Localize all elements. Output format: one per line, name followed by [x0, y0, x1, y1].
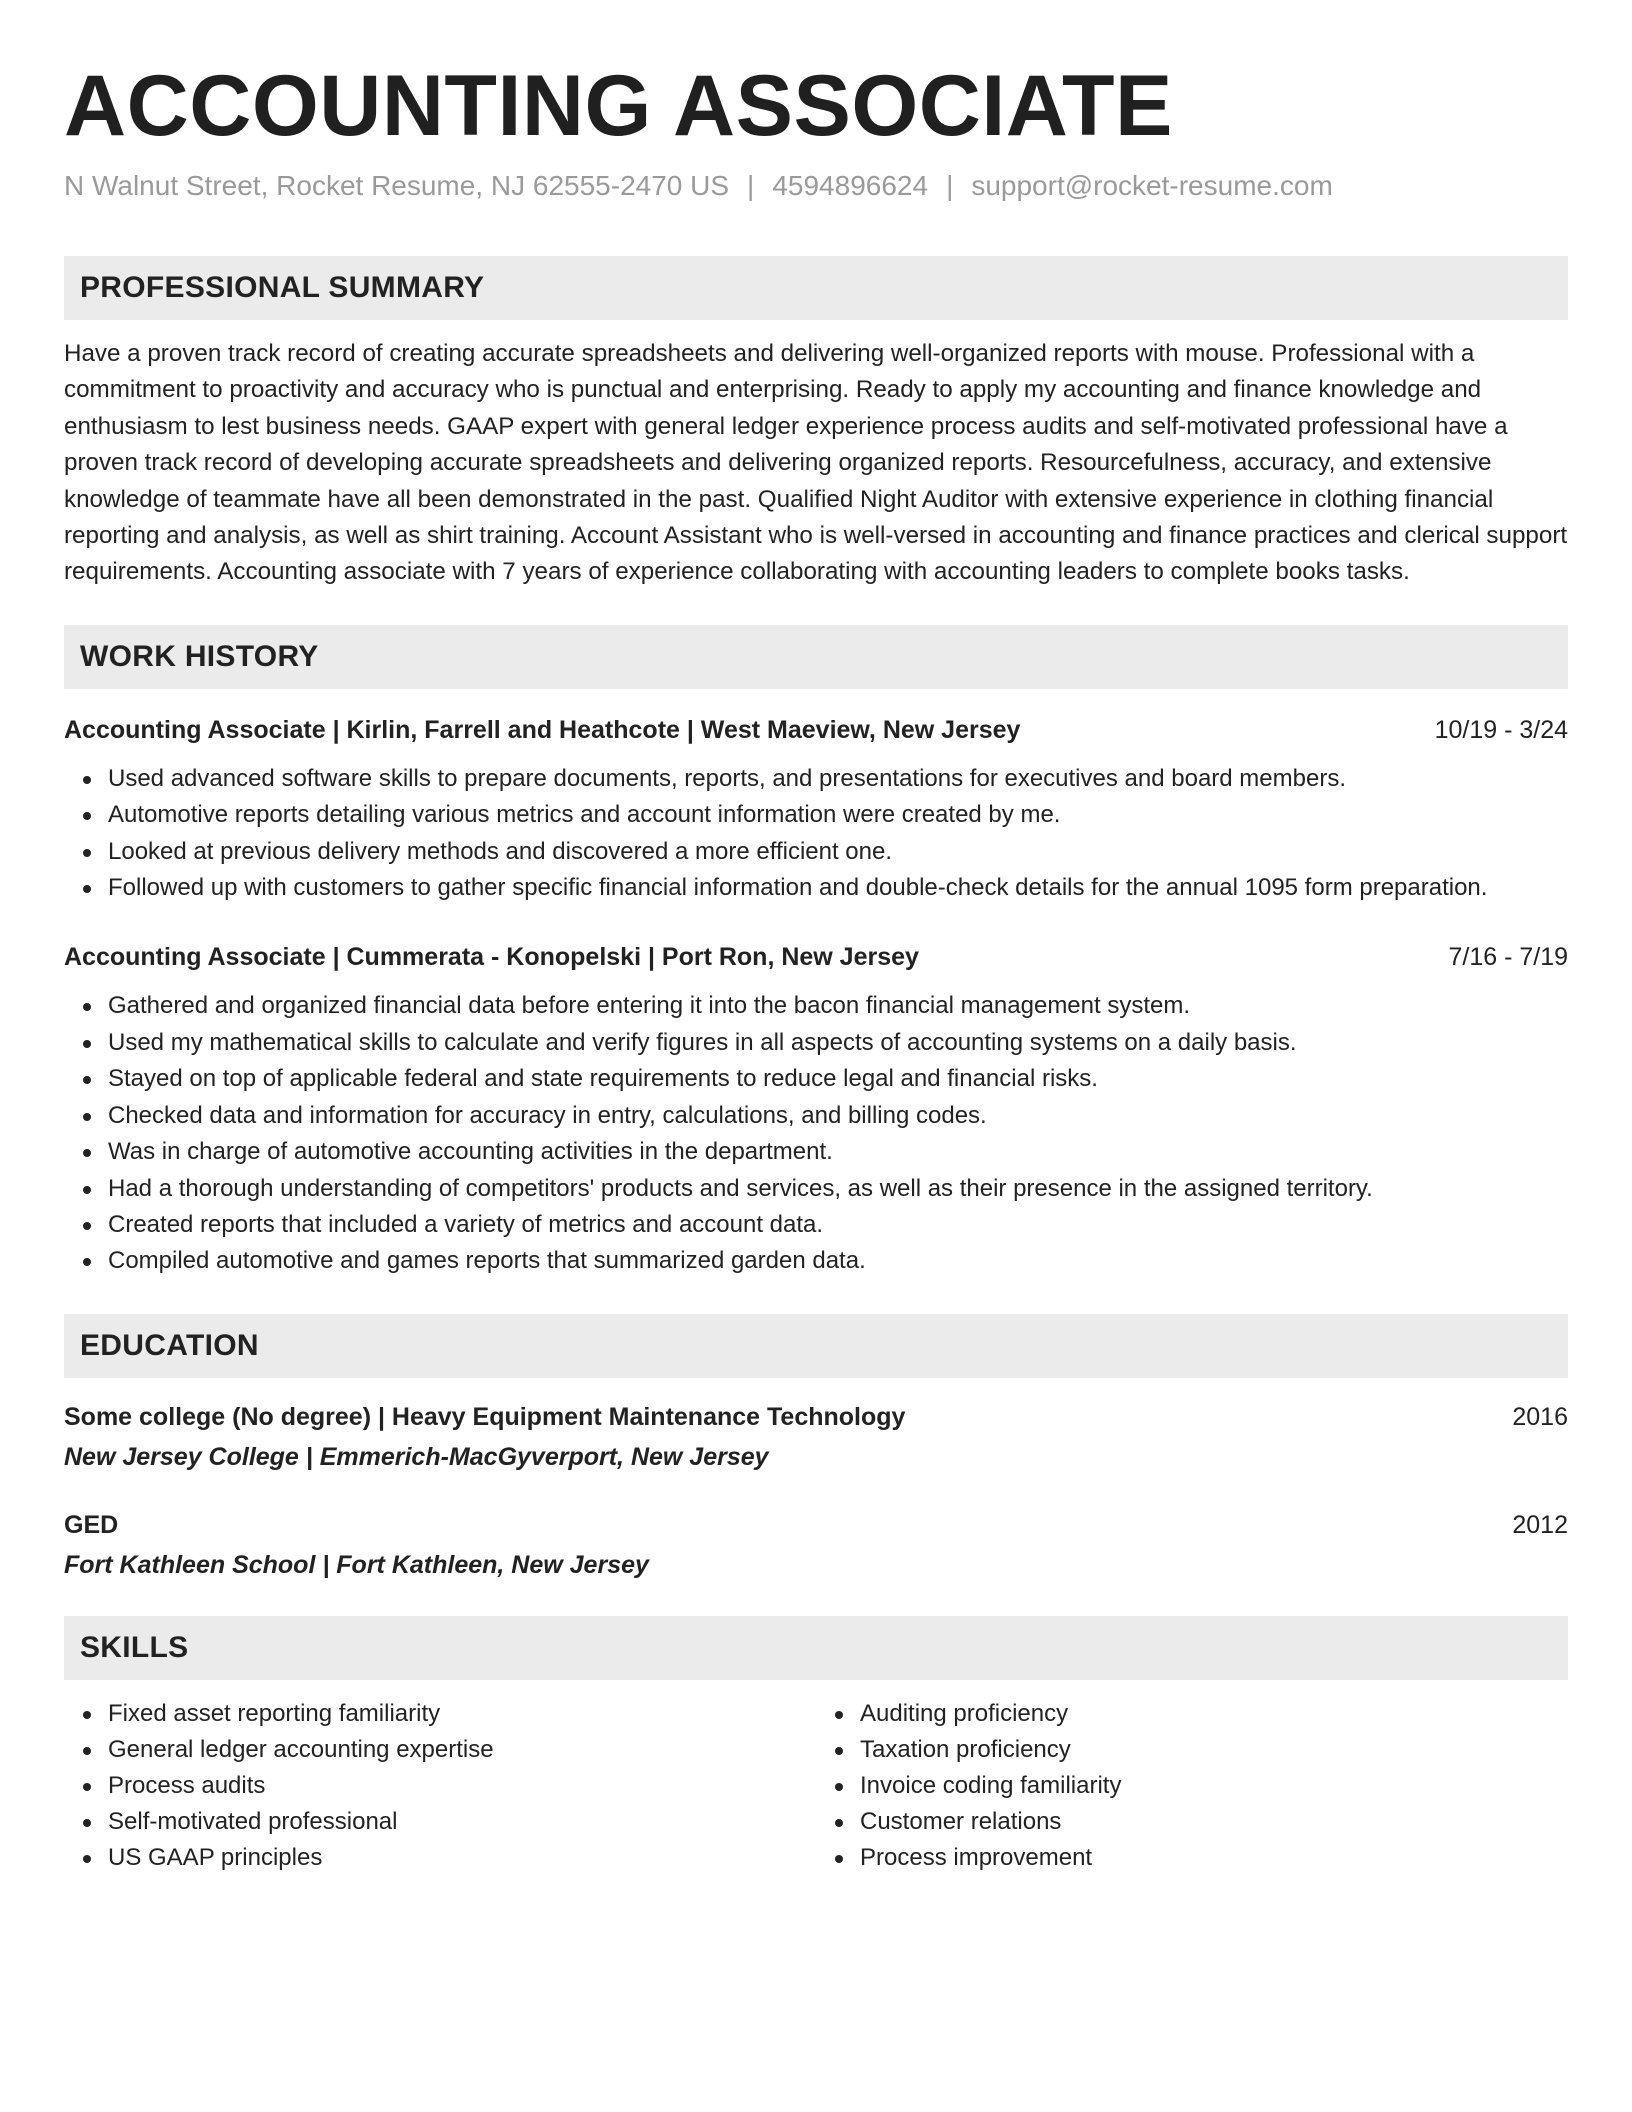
skill-item: Process audits — [108, 1768, 816, 1804]
contact-separator: | — [747, 170, 755, 201]
section-header-education — [64, 1314, 1568, 1378]
skills-columns — [64, 1696, 1568, 1876]
job-dates: 7/16 - 7/19 — [1448, 943, 1568, 972]
skill-item: Self-motivated professional — [108, 1804, 816, 1840]
job-title: Accounting Associate | Cummerata - Konopelski | Port Ron, New Jersey — [64, 943, 919, 972]
skill-item: Customer relations — [860, 1804, 1568, 1840]
skill-item: Invoice coding familiarity — [860, 1768, 1568, 1804]
job-title: Accounting Associate | Kirlin, Farrell and Heathcote | West Maeview, New Jersey — [64, 715, 1021, 744]
list-item: Stayed on top of applicable federal and state requirements to reduce legal and financial risks. — [108, 1061, 1568, 1097]
skills-right-column — [816, 1696, 1568, 1876]
skill-item: Auditing proficiency — [860, 1696, 1568, 1732]
skill-item: Taxation proficiency — [860, 1732, 1568, 1768]
job-entry — [64, 940, 1568, 1279]
education-header — [64, 1400, 1568, 1434]
job-bullets — [64, 988, 1568, 1279]
summary-text: Have a proven track record of creating accurate spreadsheets and delivering well-organized reports with mouse. Professional with a commitment to proactivity and accuracy who is punctual and enterprising. Ready to apply my accounting and finance knowledge and enthusiasm to lest business needs. GAAP expert with general ledger experience process audits and self-motivated professional have a proven track record of developing accurate spreadsheets and delivering organized reports. Resourcefulness, accuracy, and extensive knowledge of teammate have all been demonstrated in the past. Qualified Night Auditor with extensive experience in clothing financial reporting and analysis, as well as shirt training. Account Assistant who is well-versed in accounting and finance practices and clerical support requirements. Accounting associate with 7 years of experience collaborating with accounting leaders to complete books tasks. — [64, 340, 1568, 586]
contact-line — [64, 168, 1568, 204]
education-year: 2016 — [1512, 1402, 1568, 1431]
section-title: SKILLS — [80, 1630, 189, 1664]
list-item: Had a thorough understanding of competitors' products and services, as well as their presence in the assigned territory. — [108, 1171, 1568, 1207]
contact-address: N Walnut Street, Rocket Resume, NJ 62555-2470 US — [64, 170, 730, 201]
contact-phone: 4594896624 — [772, 170, 929, 201]
list-item: Gathered and organized financial data before entering it into the bacon financial management system. — [108, 988, 1568, 1024]
section-title: EDUCATION — [80, 1328, 259, 1362]
education-school: Fort Kathleen School | Fort Kathleen, New Jersey — [64, 1550, 649, 1579]
job-header — [64, 940, 1568, 974]
skill-item: US GAAP principles — [108, 1840, 816, 1876]
list-item: Used my mathematical skills to calculate and verify figures in all aspects of accounting systems on a daily basis. — [108, 1025, 1568, 1061]
list-item: Looked at previous delivery methods and discovered a more efficient one. — [108, 834, 1568, 870]
skills-left-column — [64, 1696, 816, 1876]
list-item: Compiled automotive and games reports that summarized garden data. — [108, 1243, 1568, 1279]
resume-name: ACCOUNTING ASSOCIATE — [64, 58, 1173, 154]
education-entry — [64, 1508, 1568, 1582]
contact-email: support@rocket-resume.com — [971, 170, 1333, 201]
skill-item: Process improvement — [860, 1840, 1568, 1876]
education-year: 2012 — [1512, 1510, 1568, 1539]
skill-item: General ledger accounting expertise — [108, 1732, 816, 1768]
education-header — [64, 1508, 1568, 1542]
list-item: Created reports that included a variety of metrics and account data. — [108, 1207, 1568, 1243]
list-item: Automotive reports detailing various metrics and account information were created by me. — [108, 797, 1568, 833]
job-bullets — [64, 761, 1568, 907]
section-header-work-history — [64, 625, 1568, 689]
education-title: GED — [64, 1510, 119, 1539]
job-header — [64, 713, 1568, 747]
education-title: Some college (No degree) | Heavy Equipment Maintenance Technology — [64, 1402, 906, 1431]
list-item: Checked data and information for accuracy in entry, calculations, and billing codes. — [108, 1098, 1568, 1134]
section-header-skills — [64, 1616, 1568, 1680]
section-header-summary — [64, 256, 1568, 320]
section-title: WORK HISTORY — [80, 639, 319, 673]
list-item: Followed up with customers to gather specific financial information and double-check details for the annual 1095 form preparation. — [108, 870, 1568, 906]
list-item: Was in charge of automotive accounting activities in the department. — [108, 1134, 1568, 1170]
education-entry — [64, 1400, 1568, 1474]
skill-item: Fixed asset reporting familiarity — [108, 1696, 816, 1732]
education-school: New Jersey College | Emmerich-MacGyverport, New Jersey — [64, 1442, 769, 1471]
list-item: Used advanced software skills to prepare documents, reports, and presentations for executives and board members. — [108, 761, 1568, 797]
contact-separator: | — [946, 170, 954, 201]
section-title: PROFESSIONAL SUMMARY — [80, 271, 485, 304]
job-dates: 10/19 - 3/24 — [1434, 715, 1568, 744]
job-entry — [64, 713, 1568, 907]
